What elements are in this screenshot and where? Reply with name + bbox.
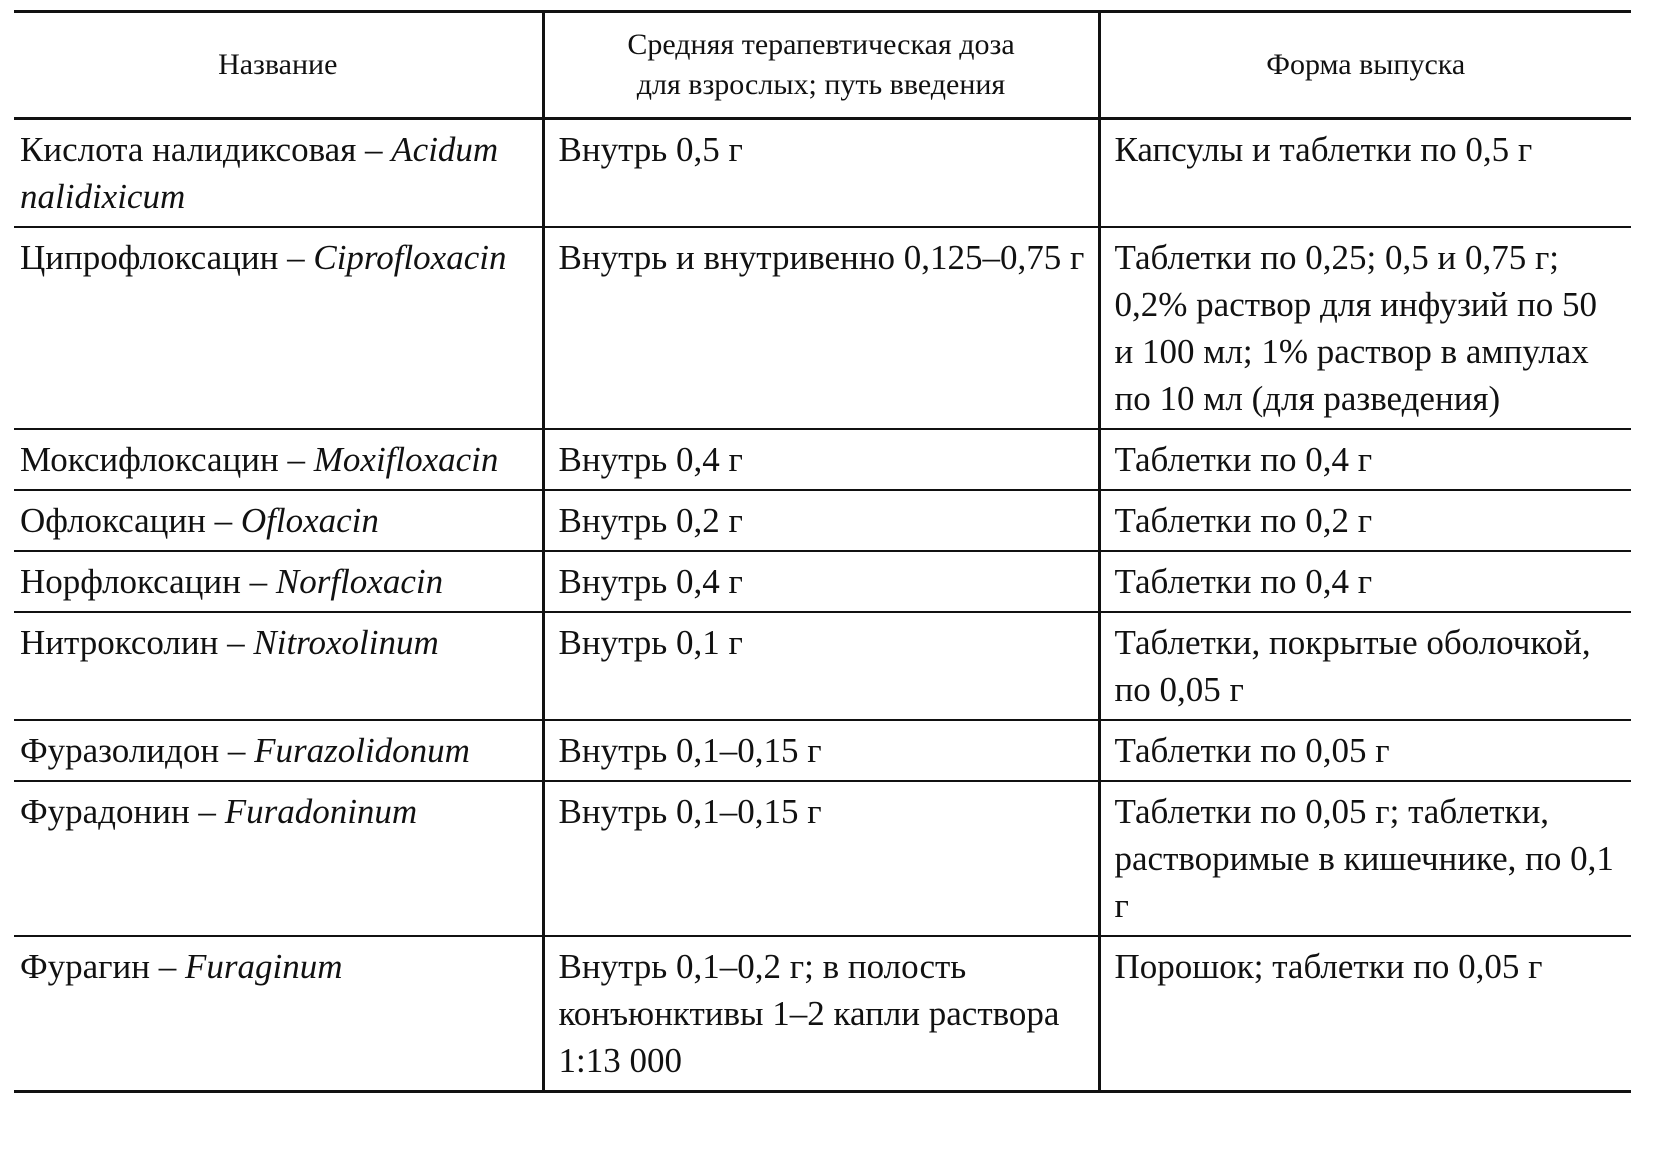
drug-name-cell [14,429,543,490]
drug-name-cell [14,936,543,1092]
drug-name-cell [14,227,543,429]
drug-name-ru: Фурадонин – [20,792,216,831]
form-cell: Таблетки по 0,05 г; таблетки, растворимые в кишечнике, по 0,1 г [1099,781,1631,936]
drug-name-latin: Ciprofloxacin [313,238,507,277]
drug-name-cell [14,119,543,228]
drug-name-latin: Norfloxacin [275,562,444,601]
header-dose-line-2: для взрослых; путь введения [636,68,1006,101]
form-cell: Таблетки по 0,4 г [1099,551,1631,612]
form-cell: Таблетки по 0,2 г [1099,490,1631,551]
drug-table [14,10,1631,1093]
table-row [14,119,1631,228]
drug-name-ru: Норфлоксацин – [20,562,268,601]
drug-name-ru: Ципрофлоксацин – [20,238,305,277]
header-row [14,12,1631,119]
form-cell: Таблетки по 0,05 г [1099,720,1631,781]
header-form: Форма выпуска [1099,12,1631,119]
drug-name-ru: Фурагин – [20,947,177,986]
drug-name-latin: Ofloxacin [240,501,379,540]
drug-name-ru: Моксифлоксацин – [20,440,305,479]
drug-name-latin: Nitroxolinum [253,623,439,662]
form-cell: Таблетки, покрытые оболочкой, по 0,05 г [1099,612,1631,720]
dose-cell: Внутрь 0,2 г [543,490,1099,551]
drug-name-ru: Кислота налидиксовая – [20,130,383,169]
dose-cell: Внутрь 0,1–0,15 г [543,720,1099,781]
table-row [14,612,1631,720]
dose-cell: Внутрь 0,1–0,15 г [543,781,1099,936]
dose-cell: Внутрь 0,5 г [543,119,1099,228]
table-row [14,551,1631,612]
drug-name-ru: Нитроксолин – [20,623,245,662]
table-row [14,227,1631,429]
header-name: Название [14,12,543,119]
drug-name-latin: Furaginum [185,947,343,986]
dose-cell: Внутрь 0,4 г [543,551,1099,612]
header-dose [543,12,1099,119]
drug-name-latin: Furazolidonum [254,731,470,770]
drug-name-cell [14,612,543,720]
drug-name-cell [14,781,543,936]
drug-name-ru: Фуразолидон – [20,731,246,770]
drug-name-cell [14,490,543,551]
dose-cell: Внутрь 0,4 г [543,429,1099,490]
drug-name-latin: Acidum nalidixicum [20,130,499,216]
table-header [14,12,1631,119]
table-row [14,490,1631,551]
table-row [14,936,1631,1092]
form-cell: Порошок; таблетки по 0,05 г [1099,936,1631,1092]
form-cell: Таблетки по 0,25; 0,5 и 0,75 г; 0,2% раствор для инфузий по 50 и 100 мл; 1% раствор в ампулах по 10 мл (для разведения) [1099,227,1631,429]
table-row [14,720,1631,781]
drug-name-cell [14,551,543,612]
form-cell: Капсулы и таблетки по 0,5 г [1099,119,1631,228]
table-body [14,119,1631,1092]
dose-cell: Внутрь 0,1–0,2 г; в полость конъюнктивы 1–2 капли раствора 1:13 000 [543,936,1099,1092]
drug-name-cell [14,720,543,781]
dose-cell: Внутрь и внутривенно 0,125–0,75 г [543,227,1099,429]
drug-name-latin: Furadoninum [224,792,418,831]
dose-cell: Внутрь 0,1 г [543,612,1099,720]
drug-name-latin: Moxifloxacin [313,440,499,479]
header-dose-line-1: Средняя терапевтическая доза [627,28,1015,61]
drug-name-ru: Офлоксацин – [20,501,233,540]
table-row [14,781,1631,936]
form-cell: Таблетки по 0,4 г [1099,429,1631,490]
table-row [14,429,1631,490]
